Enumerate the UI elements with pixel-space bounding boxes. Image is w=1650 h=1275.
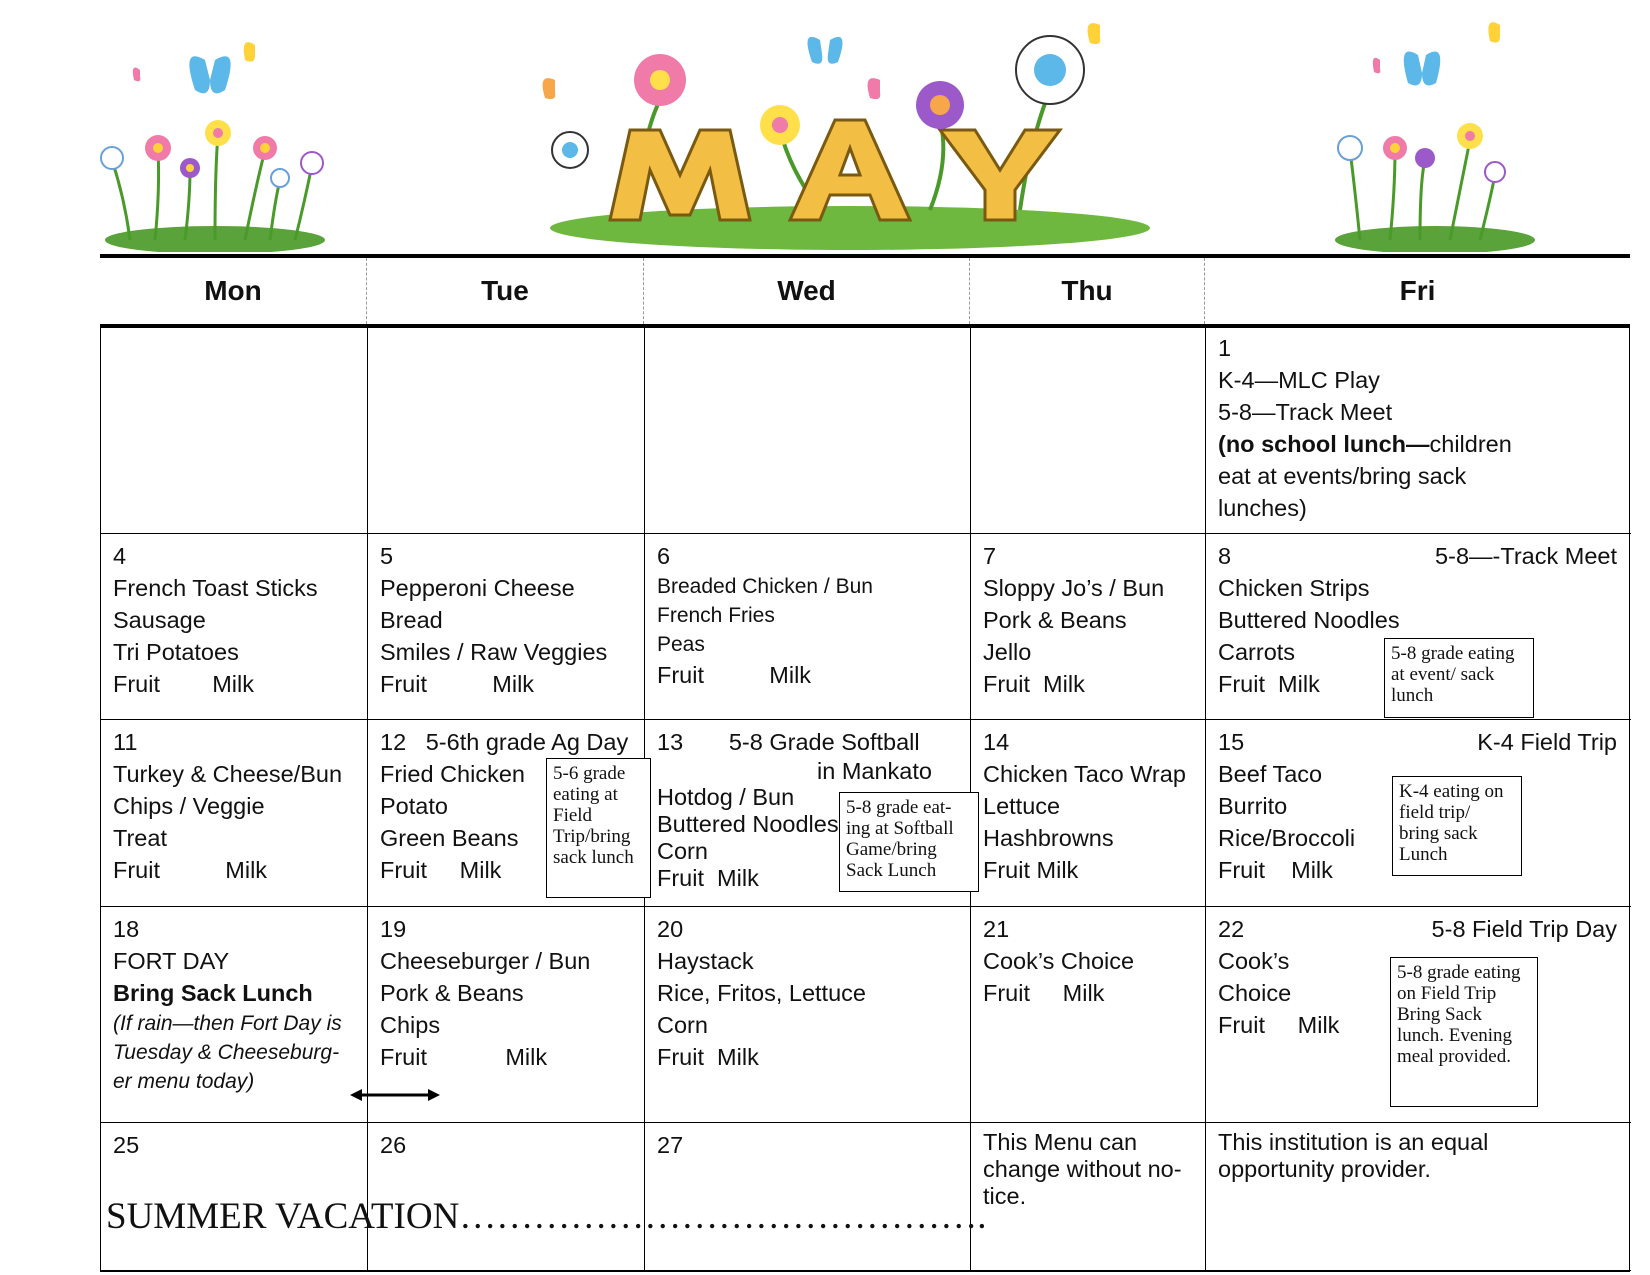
menu-line: Sloppy Jo’s / Bun <box>983 575 1165 601</box>
cell-may-14 <box>971 720 1206 907</box>
day-number: 21 <box>983 916 1010 942</box>
notice-text: children <box>1429 431 1512 457</box>
day-number: 27 <box>657 1132 684 1158</box>
menu-line: Fruit Milk <box>113 671 254 697</box>
menu-line: Chips <box>380 1012 441 1038</box>
rain-note: (If rain—then Fort Day is <box>113 1012 342 1035</box>
day-number: 20 <box>657 916 684 942</box>
menu-line: Chicken Taco Wrap <box>983 761 1186 787</box>
cell-week1-mon <box>101 326 368 534</box>
menu-line: Fruit Milk <box>1218 1012 1340 1038</box>
day-number: 7 <box>983 543 997 569</box>
cell-may-21 <box>971 907 1206 1123</box>
menu-line: Fruit Milk <box>983 857 1079 883</box>
menu-line: Tri Potatoes <box>113 639 239 665</box>
day-number: 11 <box>113 729 138 755</box>
day-number: 22 <box>1218 916 1245 942</box>
double-arrow-icon <box>350 1085 440 1105</box>
menu-line: Lettuce <box>983 793 1061 819</box>
menu-line: Buttered Noodles <box>1218 607 1400 633</box>
cell-may-1 <box>1206 326 1631 534</box>
flower-cluster-left-icon <box>101 42 325 252</box>
menu-change-notice: change without no- <box>983 1156 1182 1182</box>
sack-lunch-note: 5-8 grade eat-ing at Softball Game/bring Sack Lunch <box>839 792 979 892</box>
sack-lunch-note: 5-8 grade eating at event/ sack lunch <box>1384 638 1534 718</box>
cell-week1-tue <box>368 326 645 534</box>
menu-line: Fruit Milk <box>983 671 1085 697</box>
menu-line: Turkey & Cheese/Bun <box>113 761 343 787</box>
cell-may-8 <box>1206 534 1631 720</box>
menu-line: Fruit Milk <box>657 1044 759 1070</box>
menu-line: Fruit Milk <box>113 857 268 883</box>
day-number: 13 <box>657 729 684 755</box>
notice-bold: (no school lunch— <box>1218 431 1430 457</box>
cell-may-4 <box>101 534 368 720</box>
day-number: 8 <box>1218 543 1232 569</box>
header-fri: Fri <box>1399 275 1436 306</box>
may-title-icon <box>543 23 1150 250</box>
equal-opportunity-statement: This institution is an equal <box>1218 1129 1489 1155</box>
cell-may-7 <box>971 534 1206 720</box>
menu-line: Fruit Milk <box>657 662 812 688</box>
menu-line: Fruit Milk <box>380 857 502 883</box>
menu-line: Pepperoni Cheese <box>380 575 575 601</box>
cell-may-5 <box>368 534 645 720</box>
menu-line: Chips / Veggie <box>113 793 265 819</box>
day-number: 25 <box>113 1132 140 1158</box>
cell-may-22 <box>1206 907 1631 1123</box>
header-mon: Mon <box>100 258 367 324</box>
event-label: K-4 Field Trip <box>1477 729 1617 755</box>
menu-line: Rice/Broccoli <box>1218 825 1356 851</box>
cell-week5-fri <box>1206 1123 1631 1271</box>
menu-line: Fruit Milk <box>657 865 759 891</box>
menu-line: Breaded Chicken / Bun <box>657 575 873 598</box>
header-art <box>0 0 1650 252</box>
menu-line: Corn <box>657 1012 708 1038</box>
cell-week1-thu <box>971 326 1206 534</box>
event-label: 5-6th grade Ag Day <box>425 729 629 755</box>
menu-line: Jello <box>983 639 1032 665</box>
menu-line: Smiles / Raw Veggies <box>380 639 608 665</box>
menu-line: Burrito <box>1218 793 1288 819</box>
menu-line: French Toast Sticks <box>113 575 318 601</box>
calendar-grid <box>100 325 1630 1272</box>
cell-may-20 <box>645 907 971 1123</box>
event-label: 5-8—-Track Meet <box>1435 543 1617 569</box>
header-tue: Tue <box>367 258 644 324</box>
event-label-location: in Mankato <box>817 758 932 784</box>
menu-line: FORT DAY <box>113 948 230 974</box>
menu-line: Fruit Milk <box>983 980 1105 1006</box>
day-number: 6 <box>657 543 671 569</box>
menu-line: Pork & Beans <box>380 980 524 1006</box>
menu-line: Choice <box>1218 980 1292 1006</box>
day-number: 15 <box>1218 729 1245 755</box>
rain-note: er menu today) <box>113 1070 255 1093</box>
menu-line: Treat <box>113 825 167 851</box>
menu-line: Fruit Milk <box>1218 671 1320 697</box>
cell-week5-thu <box>971 1123 1206 1271</box>
menu-line: French Fries <box>657 604 775 627</box>
sack-lunch-note: 5-6 grade eating at Field Trip/bring sack lunch <box>546 758 651 898</box>
cell-may-6 <box>645 534 971 720</box>
day-number: 5 <box>380 543 394 569</box>
menu-line: eat at events/bring sack <box>1218 463 1467 489</box>
menu-line: Fruit Milk <box>380 671 535 697</box>
menu-line: Fried Chicken <box>380 761 525 787</box>
menu-line: Pork & Beans <box>983 607 1127 633</box>
day-number: 18 <box>113 916 140 942</box>
menu-line: Hotdog / Bun <box>657 784 795 810</box>
sack-lunch-note: K-4 eating on field trip/ bring sack Lunch <box>1392 776 1522 876</box>
event-label: 5-8 Field Trip Day <box>1431 916 1617 942</box>
cell-may-11 <box>101 720 368 907</box>
menu-line: Haystack <box>657 948 754 974</box>
day-number: 4 <box>113 543 127 569</box>
menu-line: Chicken Strips <box>1218 575 1370 601</box>
menu-line: Bread <box>380 607 443 633</box>
day-number: 19 <box>380 916 407 942</box>
menu-change-notice: tice. <box>983 1183 1027 1209</box>
menu-line: 5-8—Track Meet <box>1218 399 1393 425</box>
event-label: 5-8 Grade Softball <box>728 729 920 755</box>
menu-line: Cheeseburger / Bun <box>380 948 591 974</box>
menu-line: Hashbrowns <box>983 825 1114 851</box>
menu-line: K-4—MLC Play <box>1218 367 1380 393</box>
header-thu: Thu <box>970 258 1205 324</box>
menu-line: Rice, Fritos, Lettuce <box>657 980 866 1006</box>
day-number: 12 <box>380 729 407 755</box>
menu-line: Carrots <box>1218 639 1296 665</box>
summer-vacation-banner: SUMMER VACATION……………………………………. <box>106 1196 987 1237</box>
header-wed: Wed <box>644 258 970 324</box>
cell-may-12 <box>368 720 645 907</box>
menu-line: Beef Taco <box>1218 761 1323 787</box>
equal-opportunity-statement: opportunity provider. <box>1218 1156 1431 1182</box>
menu-line: Green Beans <box>380 825 519 851</box>
menu-line: Cook’s <box>1218 948 1290 974</box>
cell-may-15 <box>1206 720 1631 907</box>
day-number: 26 <box>380 1132 407 1158</box>
rain-note: Tuesday & Cheeseburg- <box>113 1041 340 1064</box>
weekday-header-row <box>100 254 1630 328</box>
cell-may-18 <box>101 907 368 1123</box>
menu-line: lunches) <box>1218 495 1307 521</box>
menu-line: Potato <box>380 793 448 819</box>
menu-line: Fruit Milk <box>380 1044 548 1070</box>
cell-week1-wed <box>645 326 971 534</box>
menu-line: Peas <box>657 633 705 656</box>
menu-line: Corn <box>657 838 708 864</box>
menu-line: Fruit Milk <box>1218 857 1333 883</box>
menu-line: Cook’s Choice <box>983 948 1135 974</box>
sack-lunch-note: 5-8 grade eating on Field Trip Bring Sack lunch. Evening meal provided. <box>1390 957 1538 1107</box>
day-number: 1 <box>1218 335 1232 361</box>
flower-cluster-right-icon <box>1335 22 1535 252</box>
menu-line: Buttered Noodles <box>657 811 839 837</box>
menu-change-notice: This Menu can <box>983 1129 1138 1155</box>
cell-may-13 <box>645 720 971 907</box>
menu-line: Sausage <box>113 607 206 633</box>
day-number: 14 <box>983 729 1010 755</box>
sack-lunch-reminder: Bring Sack Lunch <box>113 980 313 1006</box>
